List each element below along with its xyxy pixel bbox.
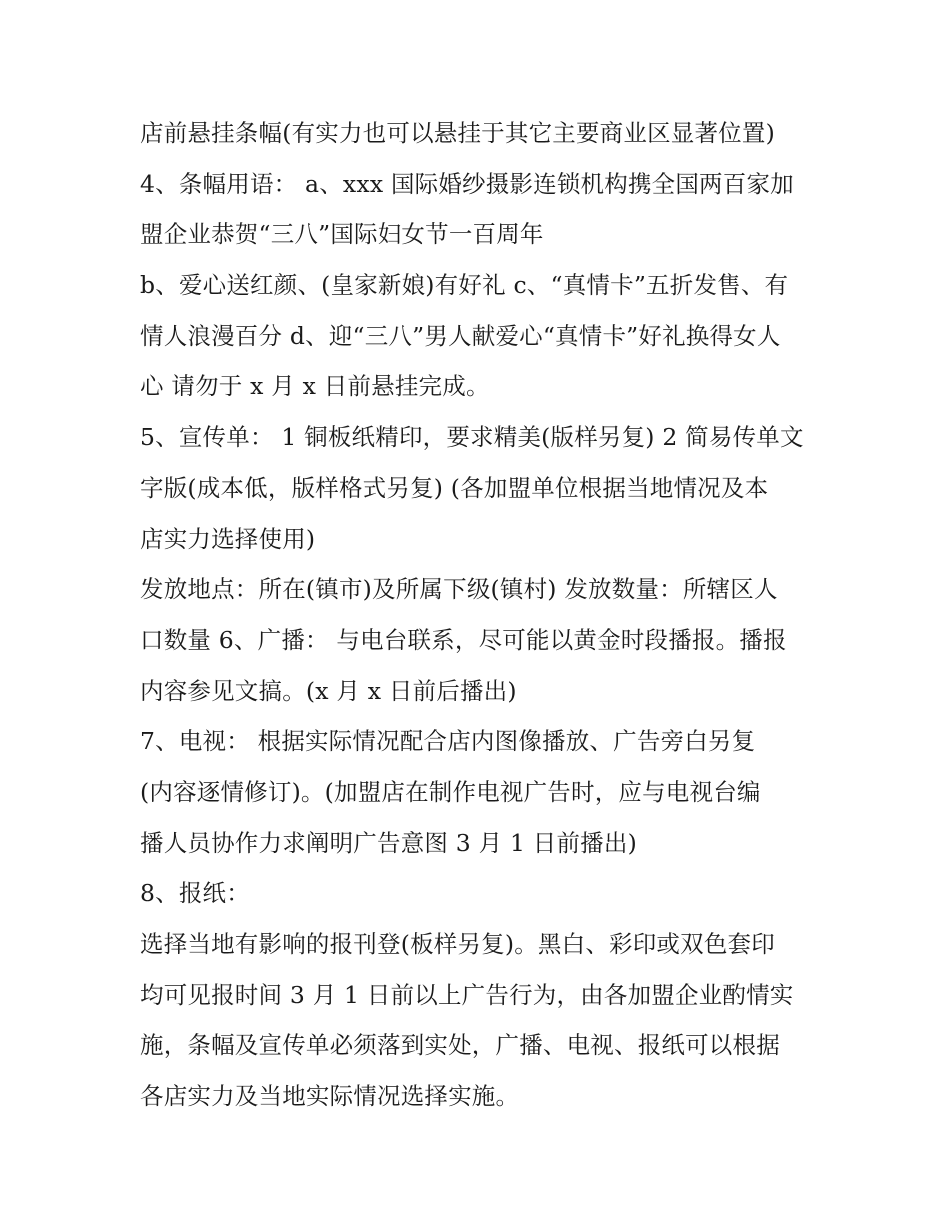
text-line: 5、宣传单： 1 铜板纸精印，要求精美(版样另复) 2 简易传单文 [140,423,804,452]
text-line: 心 请勿于 x 月 x 日前悬挂完成。 [140,372,490,401]
text-line: 均可见报时间 3 月 1 日前以上广告行为，由各加盟企业酌情实 [140,980,794,1009]
text-line: 选择当地有影响的报刊登(板样另复)。黑白、彩印或双色套印 [140,930,775,958]
text-line: 内容参见文搞。(x 月 x 日前后播出) [140,676,517,705]
text-line: 7、电视： 根据实际情况配合店内图像播放、广告旁白另复 [140,727,756,756]
text-line: 各店实力及当地实际情况选择实施。 [140,1082,520,1111]
text-line: 8、报纸： [140,879,250,908]
text-line: 口数量 6、广播： 与电台联系，尽可能以黄金时段播报。播报 [140,625,787,654]
text-line: 字版(成本低，版样格式另复) (各加盟单位根据当地情况及本 [140,473,769,502]
text-line: 店前悬挂条幅(有实力也可以悬挂于其它主要商业区显著位置) [140,119,775,147]
text-line: 4、条幅用语： a、xxx 国际婚纱摄影连锁机构携全国两百家加 [140,169,794,198]
text-line: 播人员协作力求阐明广告意图 3 月 1 日前播出) [140,828,637,857]
text-line: 店实力选择使用) [140,524,316,553]
text-line: (内容逐情修订)。(加盟店在制作电视广告时，应与电视台编 [140,777,761,806]
text-line: 施，条幅及宣传单必须落到实处，广播、电视、报纸可以根据 [140,1031,780,1060]
document-body [140,108,830,1122]
text-line: b、爱心送红颜、(皇家新娘)有好礼 c、“真情卡”五折发售、有 [140,271,789,300]
text-line: 发放地点：所在(镇市)及所属下级(镇村) 发放数量：所辖区人 [140,575,778,604]
text-line: 盟企业恭贺“三八”国际妇女节一百周年 [140,220,544,249]
text-line: 情人浪漫百分 d、迎“三八”男人献爱心“真情卡”好礼换得女人 [140,321,781,350]
